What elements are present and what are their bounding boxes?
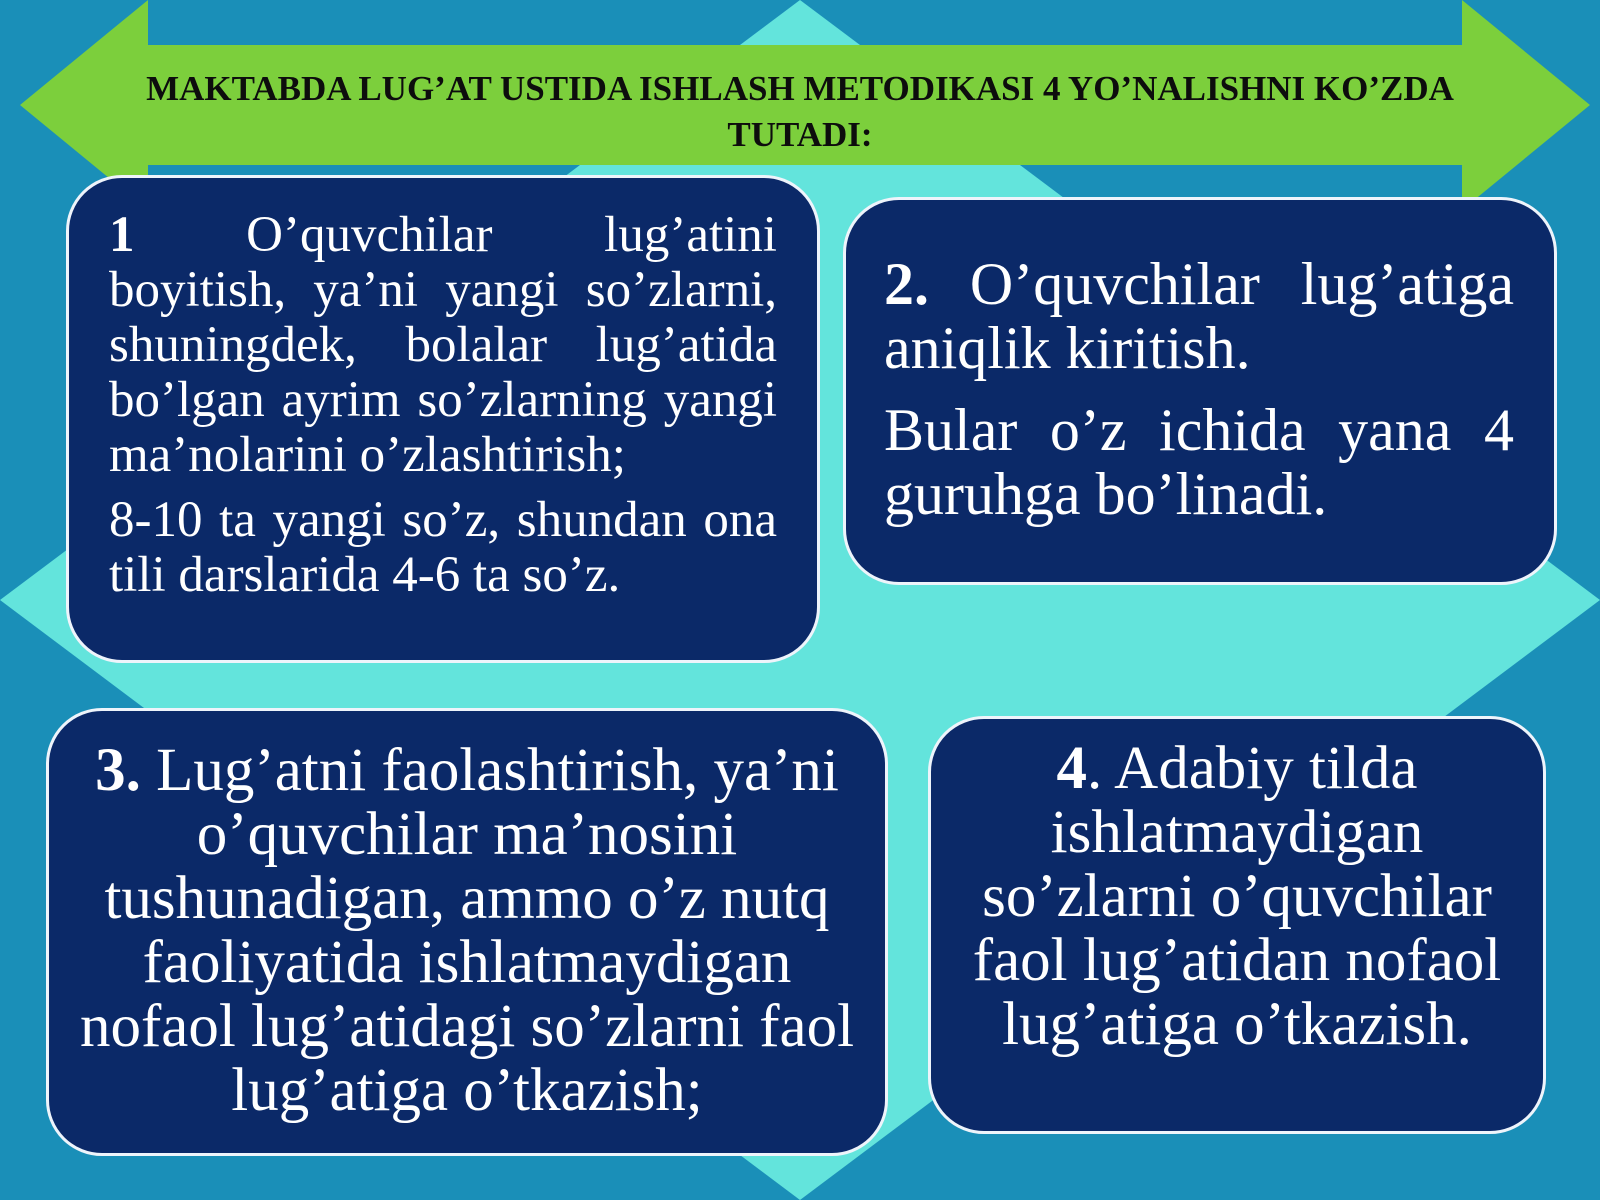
- box-1-first-line: [109, 208, 777, 263]
- direction-box-3: [46, 708, 888, 1156]
- direction-box-4: [928, 716, 1546, 1134]
- box-3-text: Lug’atni faolashtirish, ya’ni o’quvchilar ma’nosini tushunadigan, ammo o’z nutq faoliyatida ishlatmaydigan nofaol lug’atidagi so’zlarni faol lug’atiga o’tkazish;: [79, 737, 855, 1124]
- box-4-text: . Adabiy tilda ishlatmaydigan so’zlarni o’quvchilar faol lug’atidan nofaol lug’atiga o’tkazish.: [972, 735, 1502, 1058]
- box-3-number: 3.: [95, 737, 141, 804]
- box-1-paragraph-2: 8-10 ta yangi so’z, shundan ona tili darslarida 4-6 ta so’z.: [109, 492, 777, 603]
- box-2-paragraph-1-text: O’quvchilar lug’atiga aniqlik kiritish.: [884, 251, 1514, 381]
- box-2-paragraph-2: Bular o’z ichida yana 4 guruhga bo’linadi.: [884, 397, 1514, 527]
- box-3-paragraph: [69, 739, 865, 1123]
- direction-box-1: [66, 175, 820, 663]
- box-1-paragraph-1: [109, 208, 777, 483]
- direction-box-2: [843, 197, 1557, 585]
- box-4-number: 4: [1056, 735, 1088, 802]
- box-2-paragraph-1: [884, 252, 1514, 380]
- box-4-paragraph: [949, 737, 1525, 1057]
- box-2-number: 2.: [884, 251, 929, 317]
- box-1-paragraph-1-text: boyitish, ya’ni yangi so’zlarni, shuningdek, bolalar lug’atida bo’lgan ayrim so’zlarning yangi ma’nolarini o’zlashtirish;: [109, 262, 777, 483]
- box-1-number: 1: [109, 207, 135, 263]
- diagram-title: MAKTABDA LUG’AT USTIDA ISHLASH METODIKASI 4 YO’NALISHNI KO’ZDA TUTADI:: [146, 69, 1454, 154]
- box-1-word-2: lug’atini: [604, 207, 777, 263]
- box-1-word-1: O’quvchilar: [246, 207, 493, 263]
